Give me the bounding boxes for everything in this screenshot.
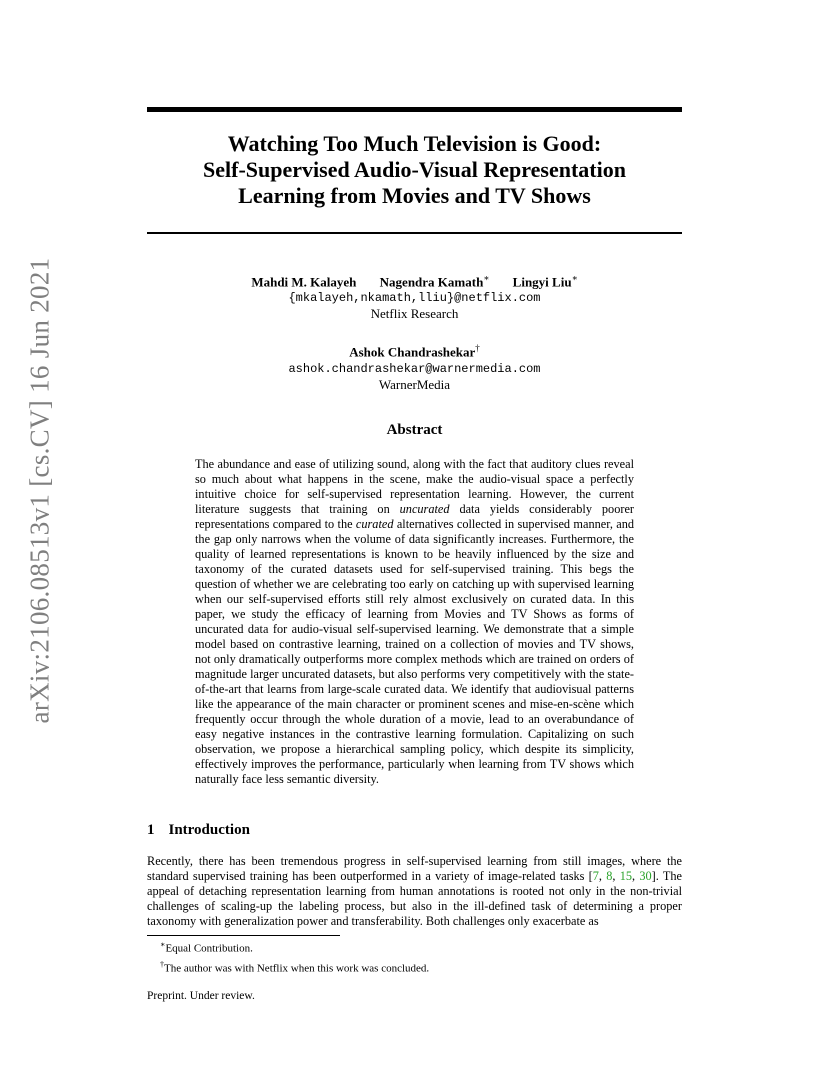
emphasis: curated: [355, 517, 394, 531]
citation-link[interactable]: 30: [639, 869, 652, 883]
section-title: Introduction: [168, 822, 250, 838]
section-number: 1: [147, 822, 155, 838]
abstract-text: The abundance and ease of utilizing sound, along with the fact that auditory clues reveal so much about what happens in the scene, make the audio-visual space a perfectly intuitive choice for self-supervised representation learning. However, the current literature suggests that training on uncurated data yields considerably poorer representations compared to the curated alternatives collected in supervised manner, and the gap only narrows when the volume of data significantly increases. Furthermore, the quality of learned representations is known to be heavily influenced by the size and taxonomy of the curated datasets used for self-supervised training. This begs the question of whether we are celebrating too early on catching up with supervised learning when our self-supervised efforts still rely almost exclusively on curated data. In this paper, we study the efficacy of learning from Movies and TV Shows as forms of uncurated data for audio-visual self-supervised learning. We demonstrate that a simple model based on contrastive learning, trained on a collection of movies and TV shows, not only dramatically outperforms more complex methods which are trained on orders of magnitude larger uncurated datasets, but also performs very competitively with the state-of-the-art that learns from large-scale curated data. We identify that audiovisual patterns like the appearance of the main character or prominent scenes and mise-en-scène which frequently occur through the whole duration of a movie, lead to an overabundance of easy negative instances in the contrastive learning formulation. Capitalizing on such observation, we propose a hierarchical sampling policy, which despite its simplicity, effectively improves the performance, particularly when learning from TV shows which naturally face less semantic diversity.: [195, 457, 634, 786]
footnote: †The author was with Netflix when this work was concluded.: [160, 959, 430, 975]
arxiv-identifier-text: arXiv:2106.08513v1 [cs.CV] 16 Jun 2021: [24, 257, 55, 723]
preprint-note: Preprint. Under review.: [147, 990, 255, 1002]
paper-title: [147, 131, 682, 209]
title-line: Watching Too Much Television is Good:: [227, 131, 602, 156]
arxiv-identifier: [20, 257, 60, 723]
author-name: Nagendra Kamath∗: [379, 273, 490, 290]
title-line: Learning from Movies and TV Shows: [238, 183, 591, 208]
intro-paragraph: Recently, there has been tremendous progress in self-supervised learning from still images, where the standard supervised training has been outperformed in a variety of image-related tasks [7, 8, 15, 30]. The appeal of detaching representation learning from human annotations is rooted not only in the non-trivial challenges of scaling-up the labeling process, but also in the ill-defined task of determining a proper taxonomy with generalization power and transferability. Both challenges only exacerbate as: [147, 854, 682, 928]
emphasis: uncurated: [399, 502, 450, 516]
abstract-heading: Abstract: [386, 422, 443, 438]
footnote-rule: [147, 935, 340, 936]
footnotes: [160, 937, 429, 976]
title-rule-bottom: [147, 232, 682, 234]
author-name: Lingyi Liu∗: [512, 273, 578, 290]
author-section: [147, 270, 682, 393]
author-affiliation: Netflix Research: [370, 306, 459, 322]
citation-link[interactable]: 8: [606, 869, 613, 883]
title-rule-top: [147, 107, 682, 112]
citation-link[interactable]: 7: [592, 869, 599, 883]
author-affiliation: WarnerMedia: [378, 376, 451, 392]
author-email: {mkalayeh,nkamath,lliu}@netflix.com: [288, 291, 541, 306]
author-name: Mahdi M. Kalayeh: [251, 274, 357, 290]
author-group2: [147, 340, 682, 392]
author-email: ashok.chandrashekar@warnermedia.com: [288, 361, 541, 376]
section-heading: [147, 822, 250, 839]
citation-link[interactable]: 15: [619, 869, 633, 883]
author-names-group1: [147, 270, 682, 290]
title-line: Self-Supervised Audio-Visual Representation: [203, 157, 626, 182]
author-name: Ashok Chandrashekar†: [349, 343, 480, 360]
footnote: ∗Equal Contribution.: [160, 940, 253, 955]
